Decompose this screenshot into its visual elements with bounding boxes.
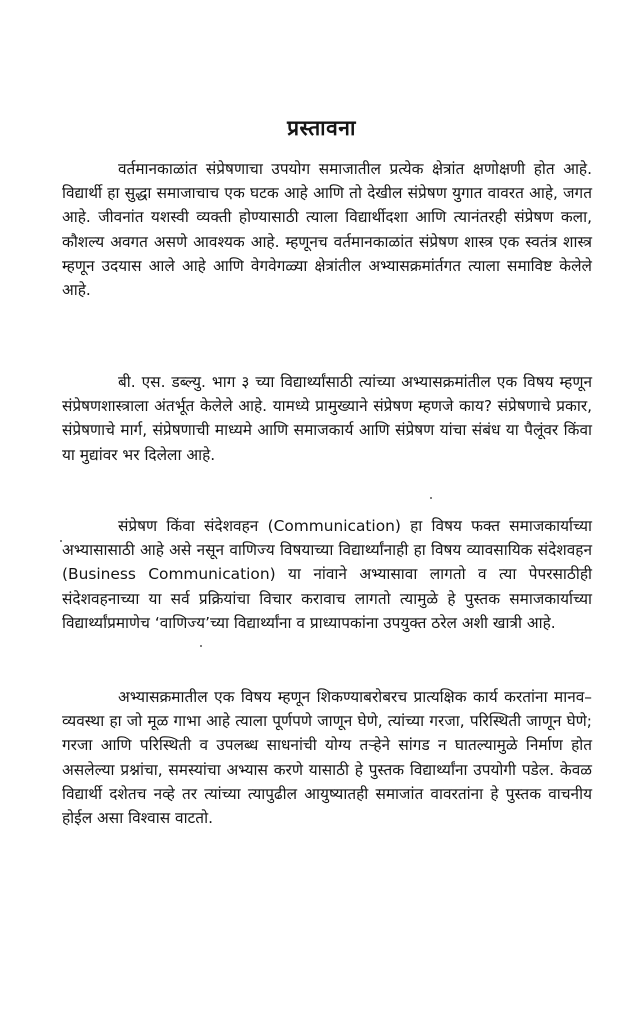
scan-speck <box>430 497 432 499</box>
paragraph-3 <box>62 514 592 635</box>
paragraph-4 <box>62 685 592 830</box>
paragraph-2 <box>62 370 592 467</box>
page-title: प्रस्तावना <box>287 116 356 140</box>
scan-speck <box>200 645 202 647</box>
paragraph-3-text: संप्रेषण किंवा संदेशवहन (Communication) हा विषय फक्त समाजकार्याच्या अभ्यासासाठी आहे असे नसून वाणिज्य विषयाच्या विद्यार्थ्यांनाही हा विषय व्यावसायिक संदेशवहन (Business Communication) या नांवाने अभ्यासावा लागतो व त्या पेपरसाठीही संदेशवहनाच्या या सर्व प्रक्रियांचा विचार करावाच लागतो त्यामुळे हे पुस्तक समाजकार्याच्या विद्यार्थ्यांप्रमाणेच ‘वाणिज्य’च्या विद्यार्थ्यांना व प्राध्यापकांना उपयुक्त ठरेल अशी खात्री आहे. <box>62 517 592 632</box>
paragraph-1 <box>62 157 592 302</box>
paragraph-4-text: अभ्यासक्रमातील एक विषय म्हणून शिकण्याबरोबरच प्रात्यक्षिक कार्य करतांना मानव–व्यवस्था हा जो मूळ गाभा आहे त्याला पूर्णपणे जाणून घेणे, त्यांच्या गरजा, परिस्थिती जाणून घेणे; गरजा आणि परिस्थिती व उपलब्ध साधनांची योग्य तऱ्हेने सांगड न घातल्यामुळे निर्माण होत असलेल्या प्रश्नांचा, समस्यांचा अभ्यास करणे यासाठी हे पुस्तक विद्यार्थ्यांना उपयोगी पडेल. केवळ विद्यार्थी दशेतच नव्हे तर त्यांच्या त्यापुढील आयुष्यातही समाजांत वावरतांना हे पुस्तक वाचनीय होईल असा विश्वास वाटतो. <box>62 688 592 828</box>
paragraph-2-text: बी. एस. डब्ल्यु. भाग ३ च्या विद्यार्थ्यांसाठी त्यांच्या अभ्यासक्रमांतील एक विषय म्हणून संप्रेषणशास्त्राला अंतर्भूत केलेले आहे. यामध्ये प्रामुख्याने संप्रेषण म्हणजे काय? संप्रेषणाचे प्रकार, संप्रेषणाचे मार्ग, संप्रेषणाची माध्यमे आणि समाजकार्य आणि संप्रेषण यांचा संबंध या पैलूंवर किंवा या मुद्यांवर भर दिलेला आहे. <box>62 373 592 464</box>
paragraph-1-text: वर्तमानकाळांत संप्रेषणाचा उपयोग समाजातील प्रत्येक क्षेत्रांत क्षणोक्षणी होत आहे. विद्यार्थी हा सुद्धा समाजाचाच एक घटक आहे आणि तो देखील संप्रेषण युगात वावरत आहे, जगत आहे. जीवनांत यशस्वी व्यक्ती होण्यासाठी त्याला विद्यार्थीदशा आणि त्यानंतरही संप्रेषण कला, कौशल्य अवगत असणे आवश्यक आहे. म्हणूनच वर्तमानकाळांत संप्रेषण शास्त्र एक स्वतंत्र शास्त्र म्हणून उदयास आले आहे आणि वेगवेगळ्या क्षेत्रांतील अभ्यासक्रमांर्तगत त्याला समाविष्ट केलेले आहे. <box>62 160 592 300</box>
scan-speck <box>60 540 62 542</box>
